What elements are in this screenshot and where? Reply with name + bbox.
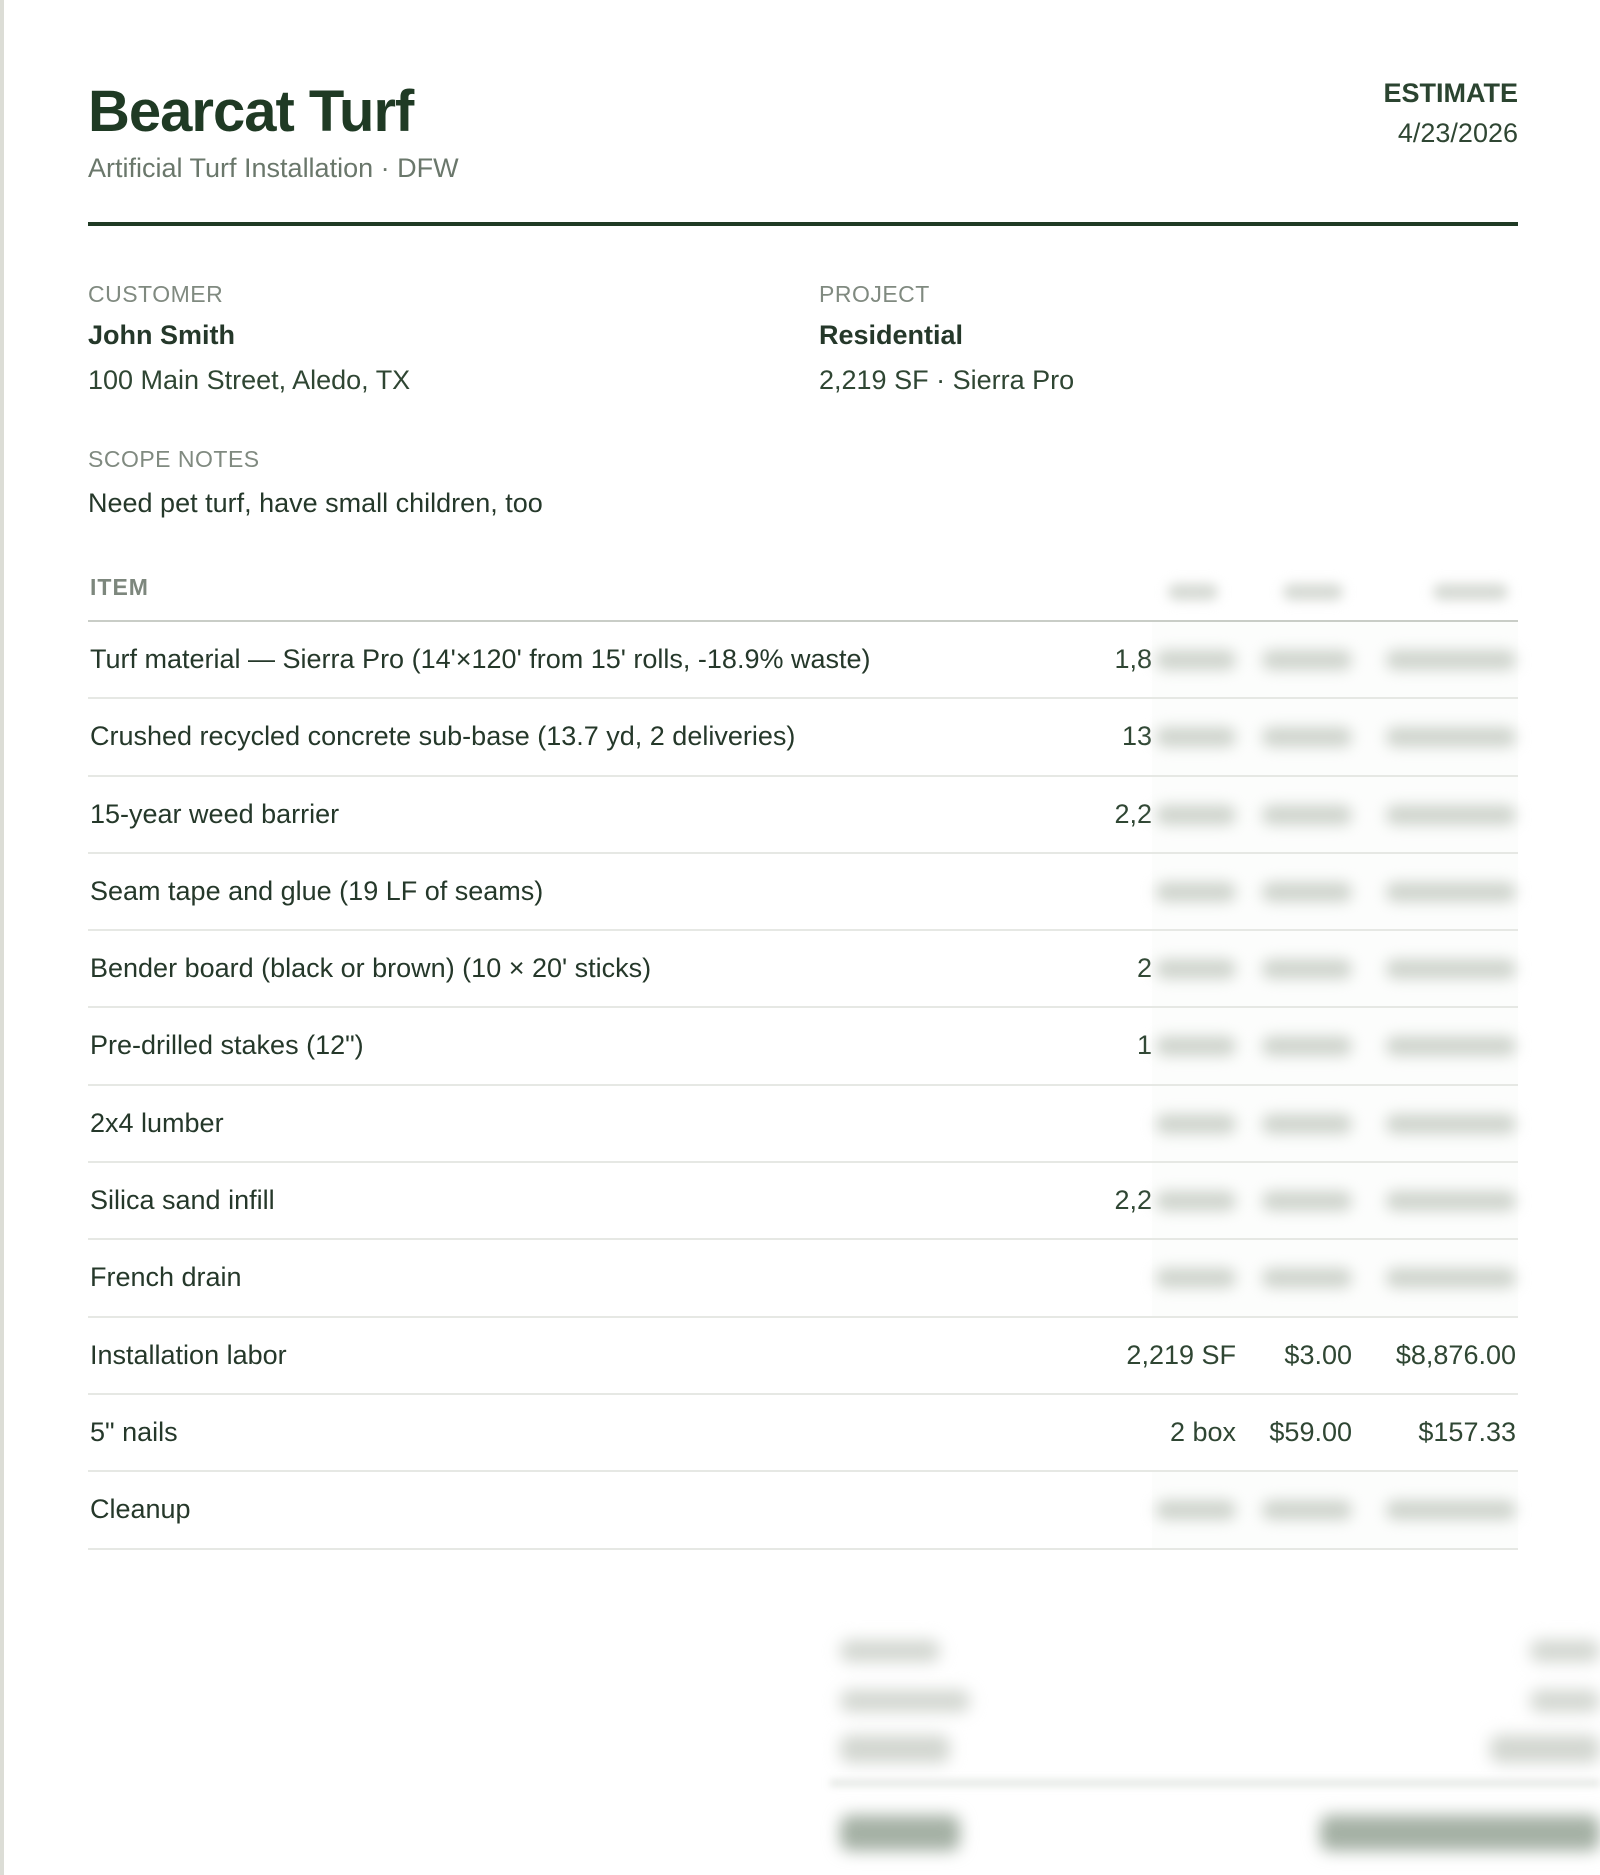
- redacted-value: [1386, 1268, 1516, 1288]
- item-description: 15-year weed barrier: [90, 798, 340, 829]
- line-items-table: [88, 560, 1518, 1550]
- qty-visible-fragment: 2: [1136, 953, 1152, 984]
- estimate-document: [88, 0, 1518, 1550]
- table-header: [88, 560, 1518, 622]
- table-body: [88, 622, 1518, 1550]
- item-description: Turf material — Sierra Pro (14'×120' from 15' rolls, -18.9% waste): [90, 644, 871, 674]
- redacted-value: [1156, 1036, 1236, 1056]
- redacted-value: [1386, 727, 1516, 747]
- table-row: [88, 1008, 1518, 1085]
- item-quantity: 2 box: [1169, 1416, 1236, 1447]
- redacted-value: [1262, 1500, 1352, 1520]
- qty-visible-fragment: 1: [1136, 1030, 1152, 1061]
- item-description: French drain: [90, 1262, 242, 1293]
- qty-visible-fragment: 13: [1121, 721, 1152, 752]
- redacted-value: [1262, 1191, 1352, 1211]
- project-label: PROJECT: [819, 281, 930, 307]
- redacted-value: [1262, 959, 1352, 979]
- redacted-value: [1386, 959, 1516, 979]
- company-tagline: Artificial Turf Installation · DFW: [88, 153, 459, 183]
- column-header-item: ITEM: [90, 574, 149, 600]
- redacted-value: [1386, 650, 1516, 670]
- table-row: [88, 1086, 1518, 1163]
- redacted-value: [1386, 1114, 1516, 1134]
- redacted-value: [1262, 1036, 1352, 1056]
- item-unit-price: $59.00: [1269, 1416, 1352, 1447]
- table-row: [88, 854, 1518, 931]
- item-description: 2x4 lumber: [90, 1107, 224, 1138]
- project-type: Residential: [819, 320, 964, 350]
- item-quantity: 2,219 SF: [1126, 1339, 1236, 1370]
- customer-name: John Smith: [88, 320, 235, 350]
- redacted-value: [1262, 1114, 1352, 1134]
- customer-address: 100 Main Street, Aledo, TX: [88, 365, 411, 395]
- redacted-value: [1262, 1268, 1352, 1288]
- redacted-value: [1156, 882, 1236, 902]
- qty-visible-fragment: 2,2: [1114, 1185, 1152, 1216]
- estimate-header: [88, 0, 1518, 226]
- scope-notes-label: SCOPE NOTES: [88, 446, 260, 472]
- redacted-value: [1262, 727, 1352, 747]
- company-name: Bearcat Turf: [88, 79, 414, 144]
- table-row: [88, 1395, 1518, 1472]
- estimate-date: 4/23/2026: [1397, 118, 1518, 148]
- table-row: [88, 1163, 1518, 1240]
- column-header-unit-redacted: [1283, 584, 1343, 600]
- item-description: 5" nails: [90, 1416, 178, 1447]
- redacted-value: [1262, 805, 1352, 825]
- qty-visible-fragment: 2,2: [1114, 798, 1152, 829]
- table-row: [88, 931, 1518, 1008]
- redacted-value: [1156, 805, 1236, 825]
- item-total: $157.33: [1418, 1416, 1516, 1447]
- customer-block: [88, 281, 410, 396]
- item-description: Cleanup: [90, 1494, 191, 1525]
- item-description: Installation labor: [90, 1339, 287, 1370]
- table-row: [88, 1240, 1518, 1317]
- project-block: [819, 281, 1074, 396]
- project-details: 2,219 SF · Sierra Pro: [819, 365, 1075, 395]
- scope-notes-text: Need pet turf, have small children, too: [88, 488, 543, 518]
- redacted-value: [1156, 1500, 1236, 1520]
- redacted-value: [1262, 882, 1352, 902]
- redacted-value: [1156, 959, 1236, 979]
- column-header-total-redacted: [1433, 584, 1508, 600]
- redacted-value: [1386, 1036, 1516, 1056]
- item-description: Seam tape and glue (19 LF of seams): [90, 875, 544, 906]
- page-edge: [0, 0, 4, 1875]
- item-total: $8,876.00: [1395, 1339, 1516, 1370]
- redacted-value: [1386, 805, 1516, 825]
- redacted-value: [1262, 650, 1352, 670]
- table-row: [88, 777, 1518, 854]
- item-description: Pre-drilled stakes (12"): [90, 1030, 364, 1061]
- redacted-value: [1156, 1191, 1236, 1211]
- column-header-qty-redacted: [1168, 584, 1218, 600]
- item-unit-price: $3.00: [1284, 1339, 1352, 1370]
- totals-section-redacted: [830, 1610, 1600, 1860]
- document-type: ESTIMATE: [1383, 78, 1518, 108]
- info-section: [88, 226, 1518, 426]
- item-description: Crushed recycled concrete sub-base (13.7 yd, 2 deliveries): [90, 721, 796, 752]
- redacted-value: [1386, 882, 1516, 902]
- item-description: Bender board (black or brown) (10 × 20' sticks): [90, 953, 652, 984]
- table-row: [88, 1318, 1518, 1395]
- scope-notes: [88, 426, 1518, 556]
- table-row: [88, 1472, 1518, 1549]
- redacted-value: [1156, 650, 1236, 670]
- table-row: [88, 622, 1518, 699]
- table-row: [88, 699, 1518, 776]
- redacted-value: [1386, 1500, 1516, 1520]
- customer-label: CUSTOMER: [88, 281, 224, 307]
- redacted-value: [1156, 1114, 1236, 1134]
- redacted-value: [1156, 1268, 1236, 1288]
- item-description: Silica sand infill: [90, 1185, 275, 1216]
- qty-visible-fragment: 1,8: [1114, 644, 1152, 674]
- redacted-value: [1386, 1191, 1516, 1211]
- redacted-value: [1156, 727, 1236, 747]
